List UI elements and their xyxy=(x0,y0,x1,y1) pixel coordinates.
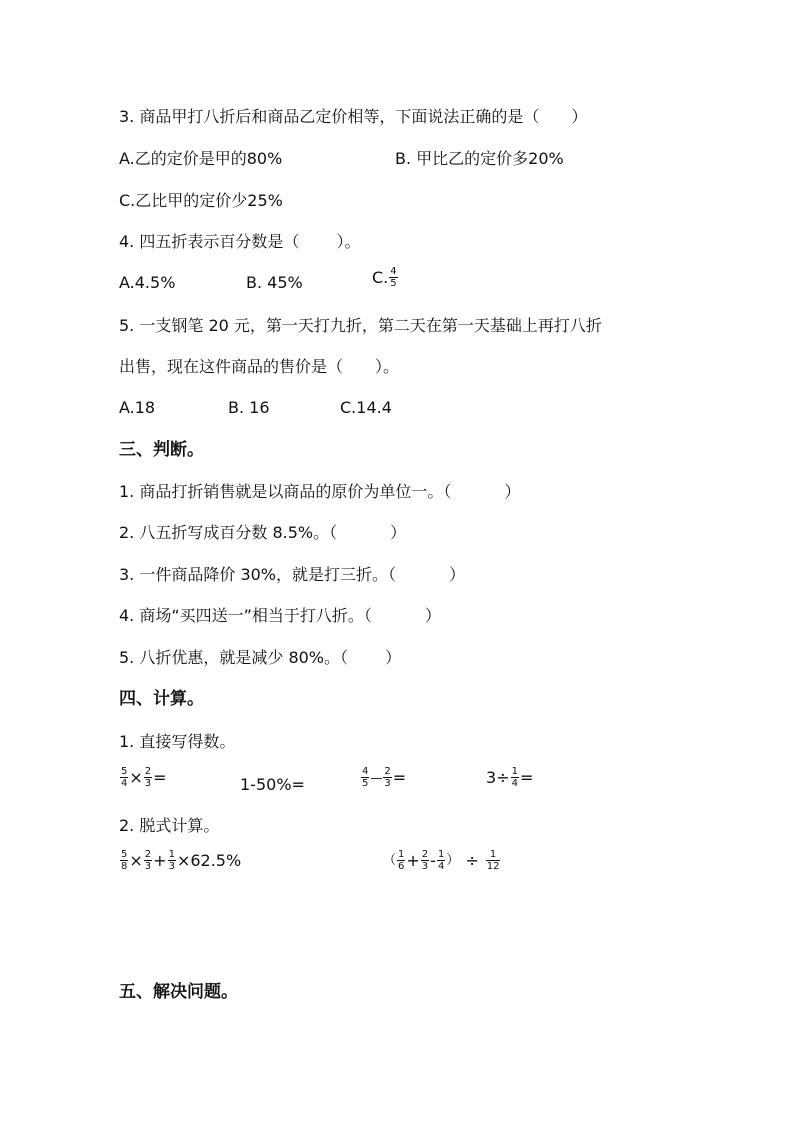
calc-sub1-title: 1. 直接写得数。 xyxy=(119,732,236,751)
q3-stem: 3. 商品甲打八折后和商品乙定价相等，下面说法正确的是（ ） xyxy=(119,107,588,126)
q4-option-c xyxy=(372,266,399,289)
q3-option-b: B. 甲比乙的定价多20% xyxy=(395,149,564,168)
step-calc-1: $\frac{5}{8}$ × $\frac{2}{3}$ + $\frac{1}{3}$ × 62.5% xyxy=(121,849,242,872)
step-calc-2: （ $\frac{1}{6}$ + $\frac{2}{3}$ - $\frac{1}{4}$ ） ÷ $\frac{1}{12}$ xyxy=(383,849,500,872)
q3-option-a: A.乙的定价是甲的80% xyxy=(119,149,283,168)
fraction: $\frac{2}{3}$ xyxy=(144,849,152,872)
q5-option-a: A.18 xyxy=(119,398,156,417)
section4-title: 四、计算。 xyxy=(119,689,204,709)
judge-item-5: 5. 八折优惠，就是减少 80%。（ ） xyxy=(119,648,402,667)
fraction: $\frac{2}{3}$ xyxy=(421,849,429,872)
q5-stem-line1: 5. 一支钢笔 20 元，第一天打九折，第二天在第一天基础上再打八折 xyxy=(119,316,602,335)
fraction: $\frac{1}{3}$ xyxy=(168,849,175,872)
fraction: $\frac{5}{8}$ xyxy=(121,849,128,872)
direct-calc-3: $\frac{4}{5}$ — $\frac{2}{3}$ = xyxy=(362,766,407,789)
fraction: $\frac{2}{3}$ xyxy=(384,766,391,789)
judge-item-2: 2. 八五折写成百分数 8.5%。（ ） xyxy=(119,523,407,542)
fraction: $\frac{1}{12}$ xyxy=(486,849,500,872)
fraction: $\frac{1}{4}$ xyxy=(511,766,518,789)
fraction: $\frac{1}{6}$ xyxy=(398,849,405,872)
q5-stem-line2: 出售，现在这件商品的售价是（ ）。 xyxy=(119,357,400,376)
q5-option-c: C.14.4 xyxy=(340,398,392,417)
fraction: $\frac{2}{3}$ xyxy=(144,766,152,789)
judge-item-3: 3. 一件商品降价 30%，就是打三折。（ ） xyxy=(119,565,466,584)
section3-title: 三、判断。 xyxy=(119,440,204,460)
direct-calc-1: $\frac{5}{4}$ × $\frac{2}{3}$ = xyxy=(121,766,167,789)
q3-option-c: C.乙比甲的定价少25% xyxy=(119,191,283,210)
fraction: $\frac{5}{4}$ xyxy=(121,766,128,789)
fraction: $\frac{4}{5}$ xyxy=(390,266,397,289)
judge-item-1: 1. 商品打折销售就是以商品的原价为单位一。（ ） xyxy=(119,482,521,501)
judge-item-4: 4. 商场“买四送一”相当于打八折。（ ） xyxy=(119,606,442,625)
q4-option-b: B. 45% xyxy=(246,273,303,292)
q4-option-a: A.4.5% xyxy=(119,273,176,292)
fraction: $\frac{1}{4}$ xyxy=(437,849,445,872)
direct-calc-4: 3÷ $\frac{1}{4}$ = xyxy=(486,766,534,789)
q4-stem: 4. 四五折表示百分数是（ ）。 xyxy=(119,232,361,251)
fraction: $\frac{4}{5}$ xyxy=(362,766,369,789)
q4-option-c-prefix: C. xyxy=(372,267,389,287)
calc-sub2-title: 2. 脱式计算。 xyxy=(119,816,220,835)
q5-option-b: B. 16 xyxy=(228,398,270,417)
direct-calc-2: 1-50%= xyxy=(240,775,305,794)
section5-title: 五、解决问题。 xyxy=(119,982,238,1002)
